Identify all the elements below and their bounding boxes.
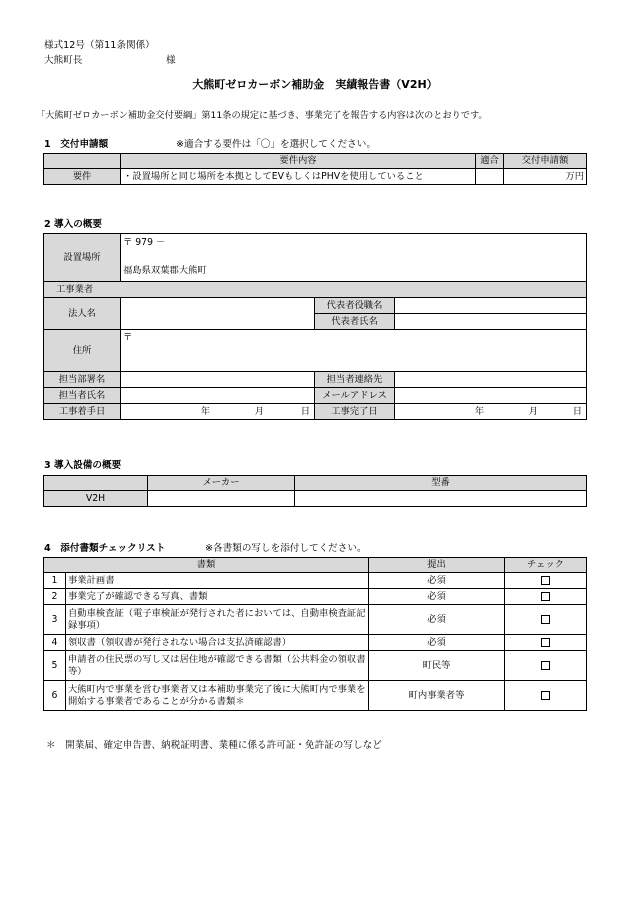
section1-heading: 1 交付申請額	[44, 139, 109, 150]
doc-name: 領収書（領収書が発行されない場合は支払済確認書）	[66, 635, 369, 651]
rep-title-label: 代表者役職名	[315, 298, 395, 314]
col-docs: 書類	[44, 558, 369, 573]
doc-name: 大熊町内で事業を営む事業者又は本補助事業完了後に大熊町内で事業を開始する事業者であることが分かる書類＊	[66, 681, 369, 711]
submit-status: 必須	[369, 635, 505, 651]
table-row	[44, 605, 587, 635]
address-label: 住所	[44, 330, 121, 372]
start-date-label: 工事着手日	[44, 404, 121, 420]
person-field[interactable]	[121, 388, 315, 404]
row-number: 2	[44, 589, 66, 605]
person-label: 担当者氏名	[44, 388, 121, 404]
col-maker: メーカー	[148, 476, 295, 491]
email-field[interactable]	[395, 388, 587, 404]
col-requirement: 要件内容	[121, 154, 476, 169]
corp-name-field[interactable]	[121, 298, 315, 330]
col-match: 適合	[476, 154, 504, 169]
row-number: 4	[44, 635, 66, 651]
dept-label: 担当部署名	[44, 372, 121, 388]
section1-note: ※適合する要件は「〇」を選択してください。	[176, 139, 376, 150]
row-number: 6	[44, 681, 66, 711]
install-postal: 〒 979 －	[123, 237, 166, 248]
checkbox-icon[interactable]	[541, 661, 550, 670]
submit-status: 必須	[369, 589, 505, 605]
row-number: 3	[44, 605, 66, 635]
address-field[interactable]	[121, 330, 587, 372]
checkbox-icon[interactable]	[541, 592, 550, 601]
match-select[interactable]	[476, 169, 504, 185]
doc-name: 自動車検査証（電子車検証が発行された者においては、自動車検査証記録事項）	[66, 605, 369, 635]
end-date-label: 工事完了日	[315, 404, 395, 420]
contact-field[interactable]	[395, 372, 587, 388]
section2-heading: 2 導入の概要	[44, 219, 102, 230]
equipment-table	[43, 475, 587, 507]
postal-mark: 〒	[123, 332, 133, 343]
row-number: 5	[44, 651, 66, 681]
end-date-field[interactable]: 年 月 日	[395, 404, 587, 420]
checklist-table	[43, 557, 587, 711]
rep-title-field[interactable]	[395, 298, 587, 314]
rep-name-field[interactable]	[395, 314, 587, 330]
table-row	[44, 651, 587, 681]
page-title: 大熊町ゼロカーボン補助金 実績報告書（V2H）	[192, 78, 438, 91]
section4-note: ※各書類の写しを添付してください。	[205, 543, 367, 554]
unit-yen: 万円	[565, 170, 584, 182]
row-label-requirement: 要件	[44, 169, 121, 185]
application-amount-table	[43, 153, 587, 185]
maker-field[interactable]	[148, 491, 295, 507]
submit-status: 必須	[369, 573, 505, 589]
model-field[interactable]	[295, 491, 587, 507]
checkbox-icon[interactable]	[541, 691, 550, 700]
checkbox-icon[interactable]	[541, 615, 550, 624]
install-location-field[interactable]	[121, 234, 587, 282]
submit-status: 必須	[369, 605, 505, 635]
overview-table	[43, 233, 587, 420]
table-row	[44, 573, 587, 589]
table-row	[44, 635, 587, 651]
contractor-label: 工事業者	[44, 282, 587, 298]
col-check: チェック	[505, 558, 587, 573]
addressee-honorific: 様	[166, 55, 176, 66]
rep-name-label: 代表者氏名	[315, 314, 395, 330]
col-submit: 提出	[369, 558, 505, 573]
contact-label: 担当者連絡先	[315, 372, 395, 388]
row-number: 1	[44, 573, 66, 589]
submit-status: 町民等	[369, 651, 505, 681]
install-address: 福島県双葉郡大熊町	[123, 265, 207, 277]
corp-name-label: 法人名	[44, 298, 121, 330]
requirement-text: ・設置場所と同じ場所を本拠としてEVもしくはPHVを使用していること	[121, 169, 476, 185]
section4-heading: 4 添付書類チェックリスト	[44, 543, 166, 554]
addressee-name: 大熊町長	[44, 55, 83, 66]
col-model: 型番	[295, 476, 587, 491]
form-number: 様式12号（第11条関係）	[44, 40, 155, 51]
col-amount: 交付申請額	[504, 154, 587, 169]
doc-name: 事業完了が確認できる写真、書類	[66, 589, 369, 605]
section3-heading: 3 導入設備の概要	[44, 460, 122, 471]
start-date-field[interactable]: 年 月 日	[121, 404, 315, 420]
checkbox-icon[interactable]	[541, 576, 550, 585]
email-label: メールアドレス	[315, 388, 395, 404]
v2h-label: V2H	[44, 491, 148, 507]
table-row	[44, 589, 587, 605]
doc-name: 事業計画書	[66, 573, 369, 589]
submit-status: 町内事業者等	[369, 681, 505, 711]
intro-text: 「大熊町ゼロカーボン補助金交付要綱」第11条の規定に基づき、事業完了を報告する内容は次のとおりです。	[36, 110, 488, 121]
dept-field[interactable]	[121, 372, 315, 388]
doc-name: 申請者の住民票の写し又は居住地が確認できる書類（公共料金の領収書等）	[66, 651, 369, 681]
footnote: ＊ 開業届、確定申告書、納税証明書、業種に係る許可証・免許証の写しなど	[46, 740, 382, 751]
amount-field[interactable]	[504, 169, 587, 185]
checkbox-icon[interactable]	[541, 638, 550, 647]
table-row	[44, 681, 587, 711]
install-location-label: 設置場所	[44, 234, 121, 282]
